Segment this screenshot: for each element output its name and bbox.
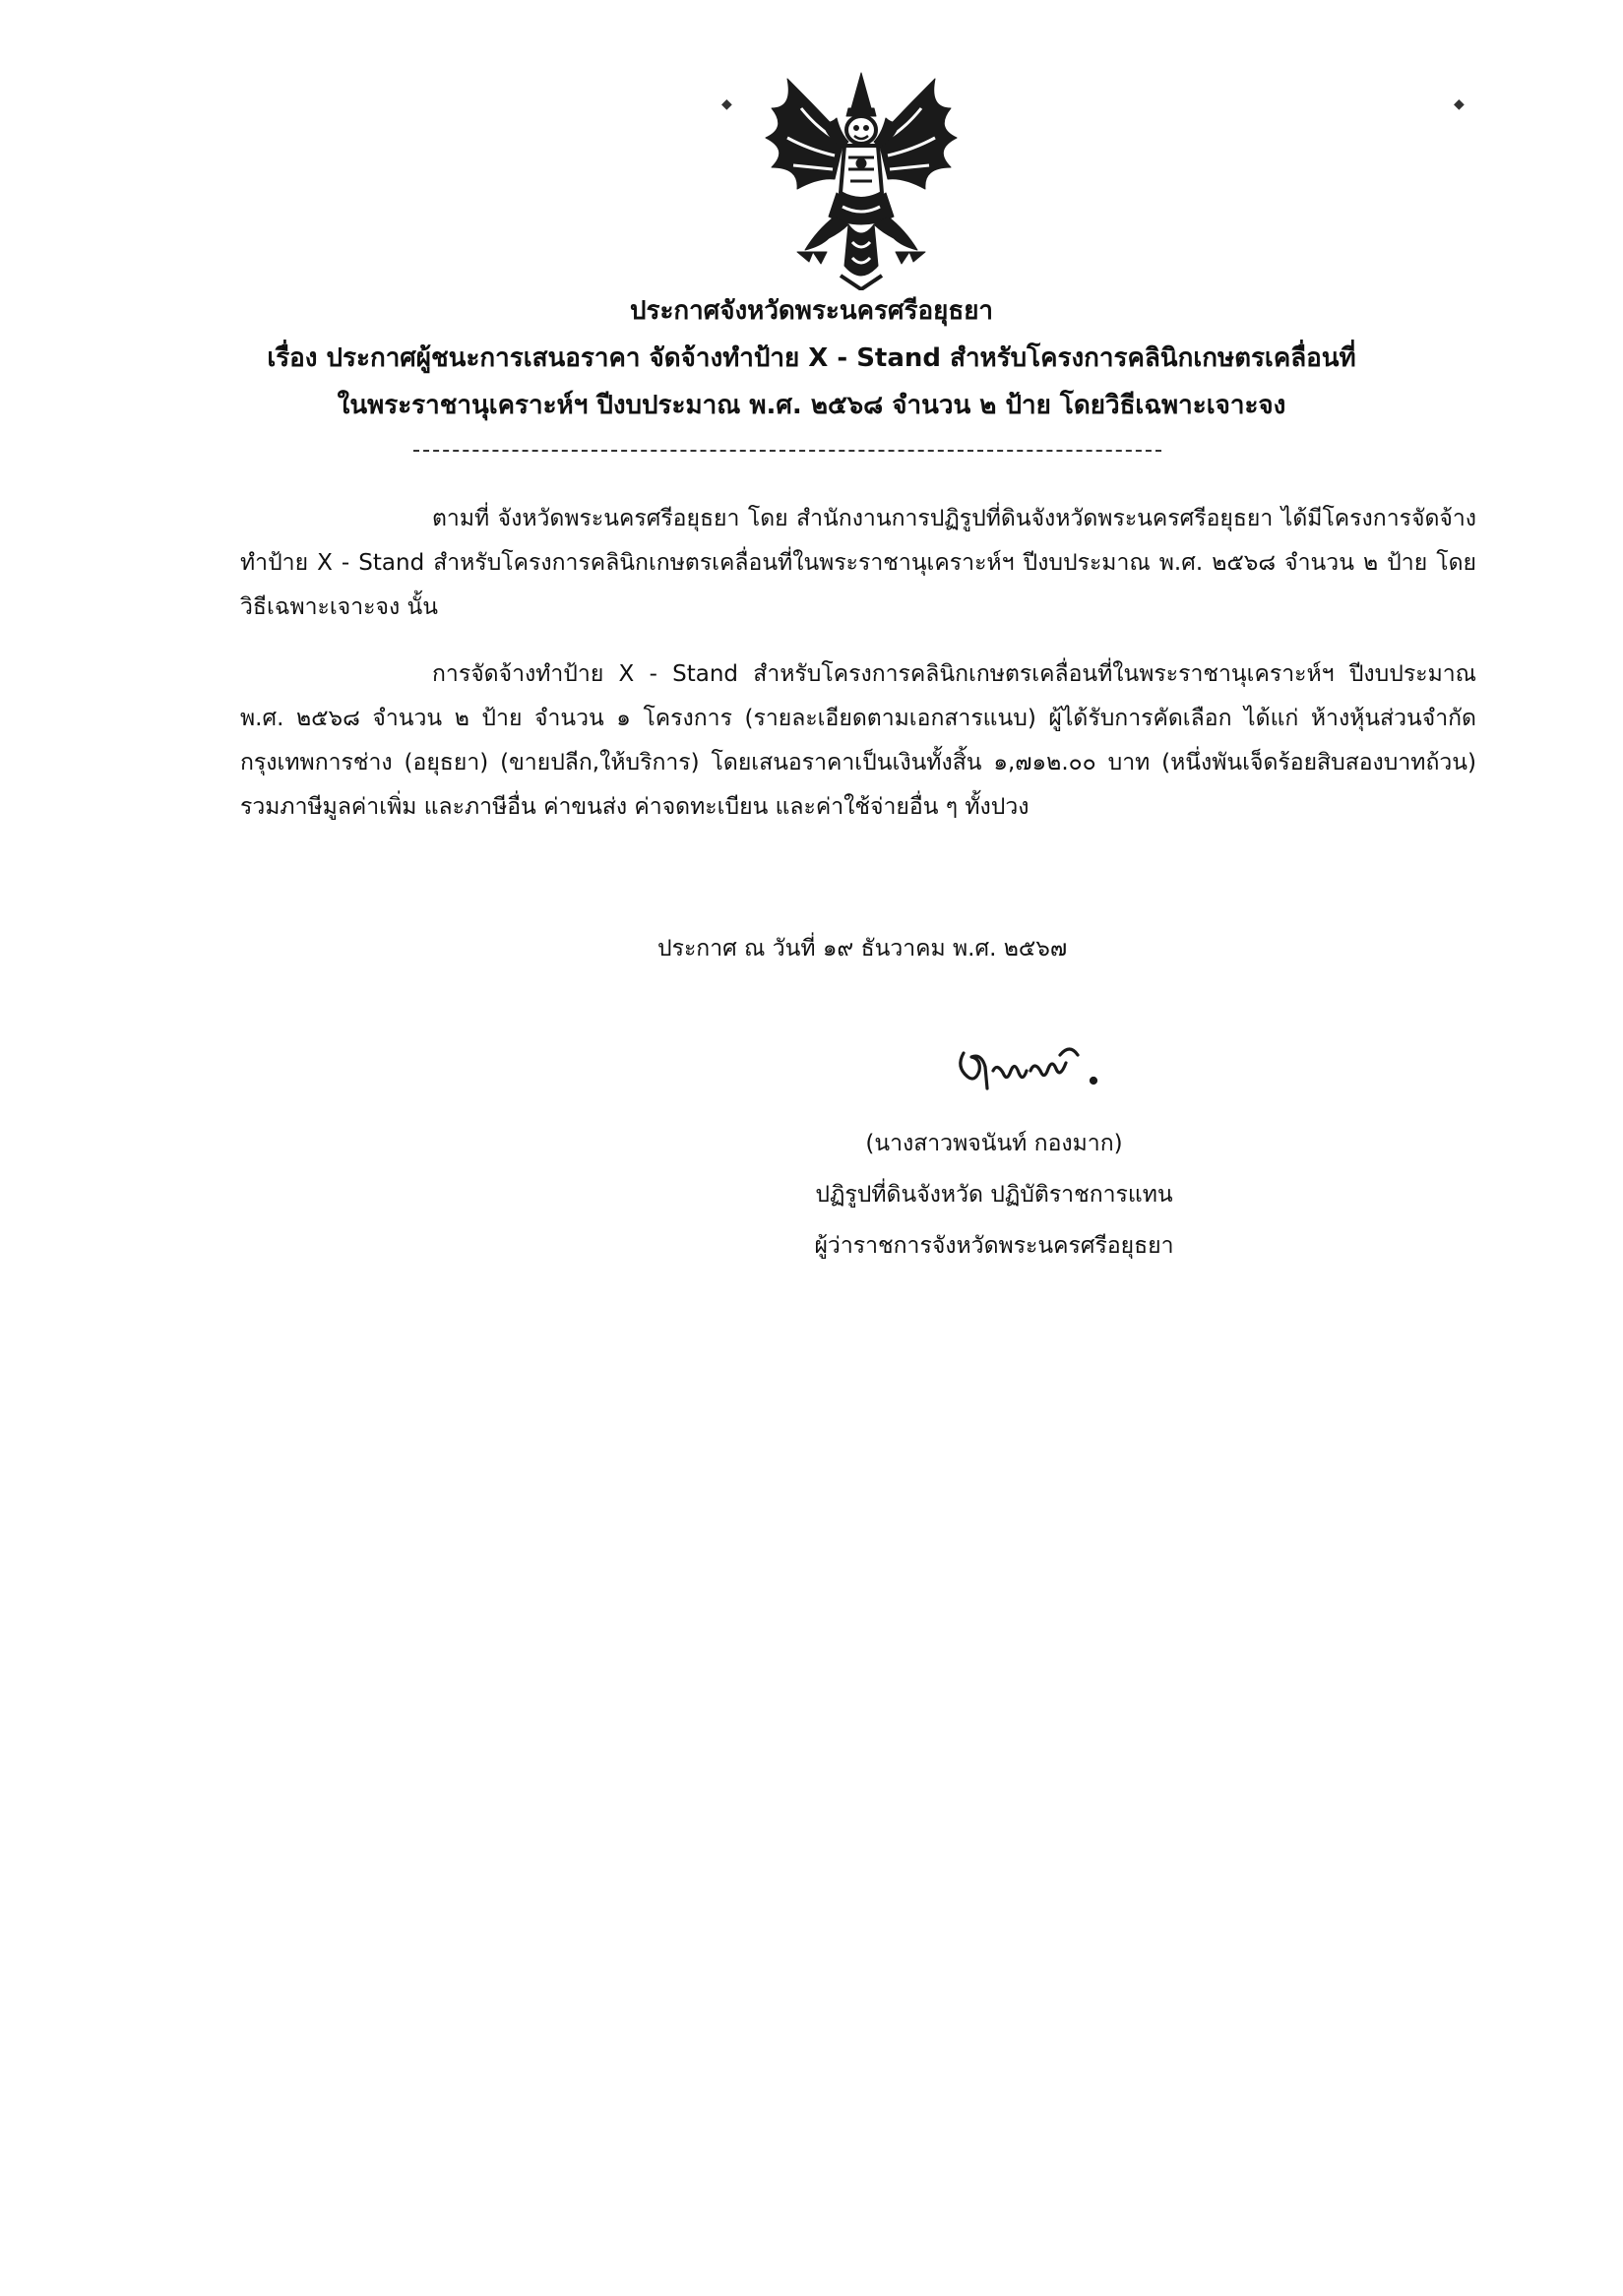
body-paragraph-2 <box>240 652 1476 830</box>
signer-name: (นางสาวพจนันท์ กองมาก) <box>865 1131 1123 1156</box>
signer-position: ปฏิรูปที่ดินจังหวัด ปฏิบัติราชการแทน <box>815 1182 1173 1208</box>
handwritten-signature <box>950 1033 1127 1102</box>
paragraph-2-text: การจัดจ้างทำป้าย X - Stand สำหรับโครงการคลินิกเกษตรเคลื่อนที่ในพระราชานุเคราะห์ฯ ปีงบประมาณ พ.ศ. ๒๕๖๘ จำนวน ๒ ป้าย จำนวน ๑ โครงการ (รายละเอียดตามเอกสารแนบ) ผู้ได้รับการคัดเลือก ได้แก่ ห้างหุ้นส่วนจำกัด กรุงเทพการช่าง (อยุธยา) (ขายปลีก,ให้บริการ) โดยเสนอราคาเป็นเงินทั้งสิ้น ๑,๗๑๒.๐๐ บาท (หนึ่งพันเจ็ดร้อยสิบสองบาทถ้วน) รวมภาษีมูลค่าเพิ่ม และภาษีอื่น ค่าขนส่ง ค่าจดทะเบียน และค่าใช้จ่ายอื่น ๆ ทั้งปวง <box>240 661 1476 820</box>
announcement-date: ประกาศ ณ วันที่ ๑๙ ธันวาคม พ.ศ. ๒๕๖๗ <box>657 936 1068 962</box>
scan-speck-right: ◆ <box>1454 96 1465 112</box>
announcement-title: ประกาศจังหวัดพระนครศรีอยุธยา <box>629 296 994 326</box>
announcement-header <box>148 287 1475 429</box>
subject-line-1: เรื่อง ประกาศผู้ชนะการเสนอราคา จัดจ้างทำป้าย X - Stand สำหรับโครงการคลินิกเกษตรเคลื่อนที่ <box>267 343 1356 373</box>
dashed-separator <box>413 450 1161 452</box>
body-paragraph-1 <box>240 497 1476 630</box>
scan-speck-left: ◆ <box>721 96 732 112</box>
garuda-emblem-icon <box>758 69 965 290</box>
signer-on-behalf-of: ผู้ว่าราชการจังหวัดพระนครศรีอยุธยา <box>814 1233 1174 1259</box>
paragraph-1-text: ตามที่ จังหวัดพระนครศรีอยุธยา โดย สำนักงานการปฏิรูปที่ดินจังหวัดพระนครศรีอยุธยา ได้มีโครงการจัดจ้างทำป้าย X - Stand สำหรับโครงการคลินิกเกษตรเคลื่อนที่ในพระราชานุเคราะห์ฯ ปีงบประมาณ พ.ศ. ๒๕๖๘ จำนวน ๒ ป้าย โดยวิธีเฉพาะเจาะจง นั้น <box>240 506 1476 620</box>
subject-line-2: ในพระราชานุเคราะห์ฯ ปีงบประมาณ พ.ศ. ๒๕๖๘ จำนวน ๒ ป้าย โดยวิธีเฉพาะเจาะจง <box>337 391 1286 420</box>
